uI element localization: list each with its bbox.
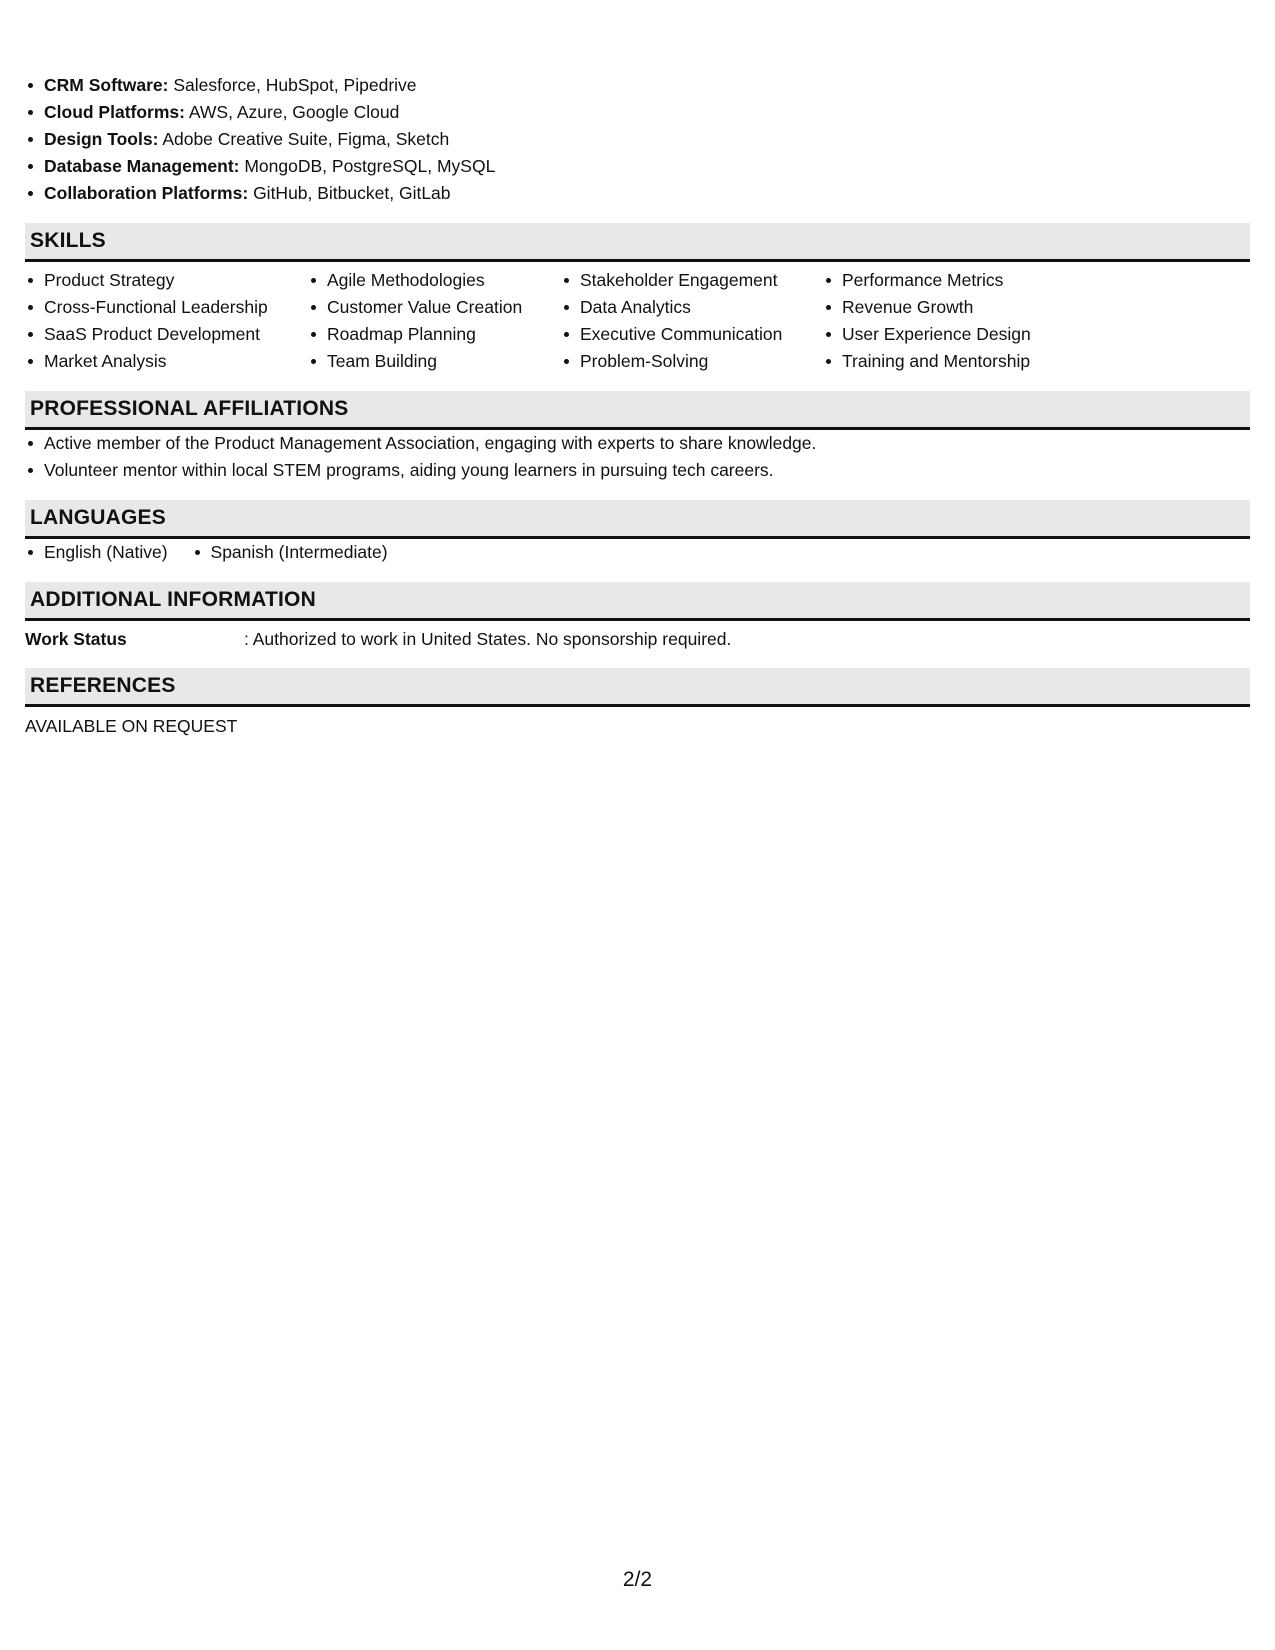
languages-list (25, 539, 1250, 566)
skill-item: Data Analytics (561, 294, 823, 321)
skill-item: Market Analysis (25, 348, 308, 375)
work-status-row (25, 626, 1250, 652)
section-heading: PROFESSIONAL AFFILIATIONS (25, 391, 1250, 430)
list-item: Active member of the Product Management Association, engaging with experts to share knowledge. (25, 430, 1250, 457)
skill-item: Stakeholder Engagement (561, 267, 823, 294)
work-status-value: : Authorized to work in United States. No sponsorship required. (244, 629, 732, 649)
skills-section (25, 223, 1250, 375)
resume-page (25, 72, 1250, 739)
references-section (25, 668, 1250, 739)
skills-column (25, 267, 308, 375)
skills-column (823, 267, 1083, 375)
skill-item: Roadmap Planning (308, 321, 561, 348)
skills-column (308, 267, 561, 375)
tool-category-value: Adobe Creative Suite, Figma, Sketch (162, 129, 450, 149)
skill-item: Product Strategy (25, 267, 308, 294)
skill-item: SaaS Product Development (25, 321, 308, 348)
list-item (25, 180, 1250, 207)
skill-item: Agile Methodologies (308, 267, 561, 294)
tool-category-value: MongoDB, PostgreSQL, MySQL (244, 156, 496, 176)
section-heading: REFERENCES (25, 668, 1250, 707)
skills-column (561, 267, 823, 375)
skill-item: Cross-Functional Leadership (25, 294, 308, 321)
section-heading: LANGUAGES (25, 500, 1250, 539)
tool-category-label: CRM Software: (44, 75, 169, 95)
tools-list (25, 72, 1250, 207)
tool-category-value: Salesforce, HubSpot, Pipedrive (173, 75, 417, 95)
skill-item: Training and Mentorship (823, 348, 1083, 375)
skill-item: User Experience Design (823, 321, 1083, 348)
affiliations-section (25, 391, 1250, 484)
list-item: Volunteer mentor within local STEM programs, aiding young learners in pursuing tech careers. (25, 457, 1250, 484)
additional-info-section (25, 582, 1250, 652)
references-text: AVAILABLE ON REQUEST (25, 716, 238, 736)
section-heading: ADDITIONAL INFORMATION (25, 582, 1250, 621)
list-item (25, 72, 1250, 99)
list-item (25, 153, 1250, 180)
skill-item: Performance Metrics (823, 267, 1083, 294)
affiliations-list (25, 430, 1250, 484)
skill-item: Revenue Growth (823, 294, 1083, 321)
section-heading: SKILLS (25, 223, 1250, 262)
skill-item: Executive Communication (561, 321, 823, 348)
tool-category-label: Design Tools: (44, 129, 159, 149)
languages-section (25, 500, 1250, 566)
tool-category-value: AWS, Azure, Google Cloud (188, 102, 400, 122)
list-item (25, 99, 1250, 126)
work-status-label: Work Status (25, 629, 127, 649)
list-item (25, 126, 1250, 153)
tool-category-value: GitHub, Bitbucket, GitLab (253, 183, 451, 203)
skill-item: Team Building (308, 348, 561, 375)
page-number: 2/2 (622, 1568, 653, 1591)
skill-item: Problem-Solving (561, 348, 823, 375)
skill-item: Customer Value Creation (308, 294, 561, 321)
language-item: English (Native) (25, 539, 168, 566)
skills-grid (25, 267, 1250, 375)
tool-category-label: Database Management: (44, 156, 240, 176)
tool-category-label: Collaboration Platforms: (44, 183, 249, 203)
tool-category-label: Cloud Platforms: (44, 102, 185, 122)
language-item: Spanish (Intermediate) (192, 539, 388, 566)
